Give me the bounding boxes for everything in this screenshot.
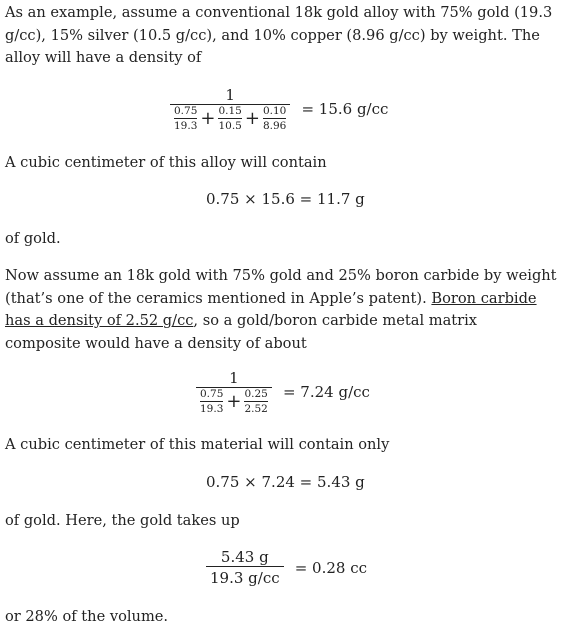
fraction-denominator xyxy=(170,105,290,132)
term-gold xyxy=(174,105,197,132)
term-silver xyxy=(218,105,241,132)
term-numerator: 0.15 xyxy=(218,105,242,117)
plus-sign: + xyxy=(244,108,260,129)
equation-composite-density xyxy=(196,369,370,415)
paragraph-cubic-material: A cubic centimeter of this material will contain only xyxy=(5,436,390,453)
fraction-numerator: 1 xyxy=(225,86,235,104)
equation-alloy-density xyxy=(170,86,388,132)
plus-sign: + xyxy=(226,391,242,412)
fraction-denominator: 19.3 g/cc xyxy=(210,569,280,587)
term-denominator: 19.3 xyxy=(174,120,198,132)
term-denominator: 10.5 xyxy=(218,120,242,132)
term-numerator: 0.10 xyxy=(262,105,287,117)
paragraph-of-gold: of gold. xyxy=(5,230,61,247)
term-gold xyxy=(200,388,223,415)
term-denominator: 8.96 xyxy=(262,120,287,132)
paragraph-gold-takes-up: of gold. Here, the gold takes up xyxy=(5,512,240,529)
term-bar xyxy=(244,401,267,402)
text-segment: , so a gold/boron carbide metal matrix composite would have a density of about xyxy=(5,312,478,352)
paragraph-volume-percent: or 28% of the volume. xyxy=(5,608,169,625)
paragraph-intro: As an example, assume a conventional 18k gold alloy with 75% gold (19.3 g/cc), 15% silver (10.5 g/cc), and 10% copper (8.96 g/cc) by weight. The alloy will have a density of xyxy=(5,4,553,66)
density-fraction xyxy=(170,86,290,132)
volume-fraction xyxy=(206,548,284,587)
term-boron-carbide xyxy=(244,388,267,415)
fraction-numerator: 1 xyxy=(229,369,239,387)
term-denominator: 2.52 xyxy=(244,403,268,415)
term-bar xyxy=(174,118,197,119)
equation-gold-volume xyxy=(206,548,367,587)
term-bar xyxy=(200,401,223,402)
fraction-denominator xyxy=(196,388,272,415)
term-denominator: 19.3 xyxy=(200,403,224,415)
term-bar xyxy=(218,118,241,119)
fraction-numerator: 5.43 g xyxy=(220,548,269,566)
equation-result: = 0.28 cc xyxy=(294,558,368,577)
paragraph-boron-carbide xyxy=(5,265,557,355)
term-numerator: 0.75 xyxy=(174,105,198,117)
equation-result: = 7.24 g/cc xyxy=(282,383,370,401)
term-numerator: 0.75 xyxy=(200,388,224,400)
density-fraction xyxy=(196,369,272,415)
equation-gold-mass-alloy: 0.75 × 15.6 = 11.7 g xyxy=(206,190,365,208)
equation-gold-mass-composite: 0.75 × 7.24 = 5.43 g xyxy=(206,473,365,491)
equation-result: = 15.6 g/cc xyxy=(301,100,389,118)
term-bar xyxy=(263,118,286,119)
term-numerator: 0.25 xyxy=(244,388,268,400)
text-segment: Now assume an 18k gold with 75% gold and 25% boron carbide by weight (that’s one of the ceramics mentioned in Apple’s patent). xyxy=(5,267,557,307)
paragraph-cubic-alloy: A cubic centimeter of this alloy will contain xyxy=(5,154,327,171)
plus-sign: + xyxy=(200,108,216,129)
term-copper xyxy=(263,105,286,132)
boron-carbide-link[interactable]: Boron carbide has a density of 2.52 g/cc xyxy=(5,289,537,329)
